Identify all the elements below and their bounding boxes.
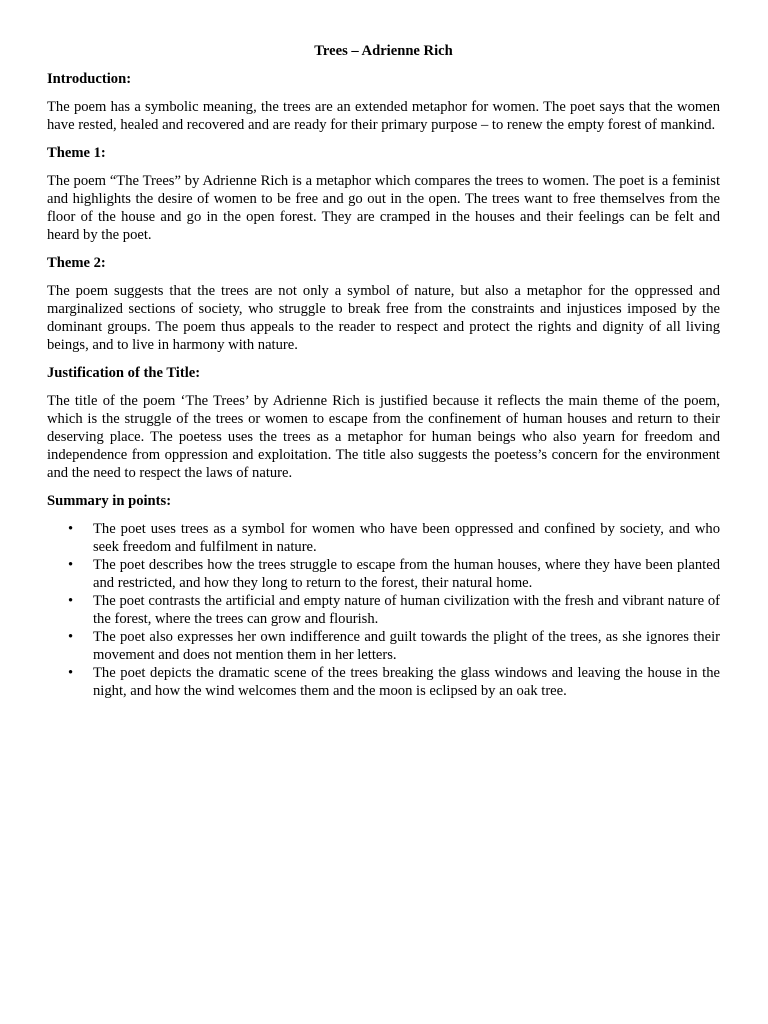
section-paragraph: The poem has a symbolic meaning, the trees are an extended metaphor for women. The poet says that the women have rested, healed and recovered and are ready for their primary purpose – to renew the empty forest of mankind. [47, 99, 720, 133]
section-heading: Theme 1: [47, 145, 106, 161]
list-item [47, 520, 720, 556]
list-item-text: The poet also expresses her own indifference and guilt towards the plight of the trees, as she ignores their movement and does not mention them in her letters. [93, 629, 720, 663]
list-item [47, 592, 720, 628]
bullet-icon: • [68, 521, 74, 537]
section-heading: Summary in points: [47, 493, 172, 509]
section-summary [47, 492, 720, 700]
section-paragraph: The poem suggests that the trees are not only a symbol of nature, but also a metaphor for the oppressed and marginalized sections of society, who struggle to break free from the constraints and injustices imposed by the dominant groups. The poem thus appeals to the reader to respect and protect the rights and dignity of all living beings, and to live in harmony with nature. [47, 283, 720, 353]
list-item-text: The poet contrasts the artificial and empty nature of human civilization with the fresh and vibrant nature of the forest, where the trees can grow and flourish. [93, 593, 720, 627]
bullet-icon: • [68, 557, 74, 573]
bullet-icon: • [68, 665, 74, 681]
document-title: Trees – Adrienne Rich [314, 43, 453, 59]
summary-list [47, 520, 720, 700]
section-paragraph: The poem “The Trees” by Adrienne Rich is a metaphor which compares the trees to women. The poet is a feminist and highlights the desire of women to be free and go out in the open. The trees want to free themselves from the floor of the house and go in the open forest. They are cramped in the houses and their feelings can be felt and heard by the poet. [47, 173, 720, 243]
section-heading: Justification of the Title: [47, 365, 201, 381]
list-item [47, 664, 720, 700]
section-theme-2 [47, 254, 720, 354]
section-theme-1 [47, 144, 720, 244]
bullet-icon: • [68, 629, 74, 645]
document-page [47, 42, 720, 700]
list-item-text: The poet uses trees as a symbol for women who have been oppressed and confined by society, and who seek freedom and fulfilment in nature. [93, 521, 720, 555]
list-item [47, 556, 720, 592]
list-item-text: The poet depicts the dramatic scene of the trees breaking the glass windows and leaving the house in the night, and how the wind welcomes them and the moon is eclipsed by an oak tree. [93, 665, 720, 699]
list-item [47, 628, 720, 664]
section-heading: Theme 2: [47, 255, 106, 271]
section-introduction [47, 70, 720, 134]
section-paragraph: The title of the poem ‘The Trees’ by Adrienne Rich is justified because it reflects the main theme of the poem, which is the struggle of the trees or women to escape from the confinement of human houses and return to their deserving place. The poetess uses the trees as a metaphor for human beings who also yearn for freedom and independence from oppression and exploitation. The title also suggests the poetess’s concern for the environment and the need to respect the laws of nature. [47, 393, 720, 481]
bullet-icon: • [68, 593, 74, 609]
section-justification [47, 364, 720, 482]
list-item-text: The poet describes how the trees struggle to escape from the human houses, where they have been planted and restricted, and how they long to return to the forest, their natural home. [93, 557, 720, 591]
section-heading: Introduction: [47, 71, 132, 87]
